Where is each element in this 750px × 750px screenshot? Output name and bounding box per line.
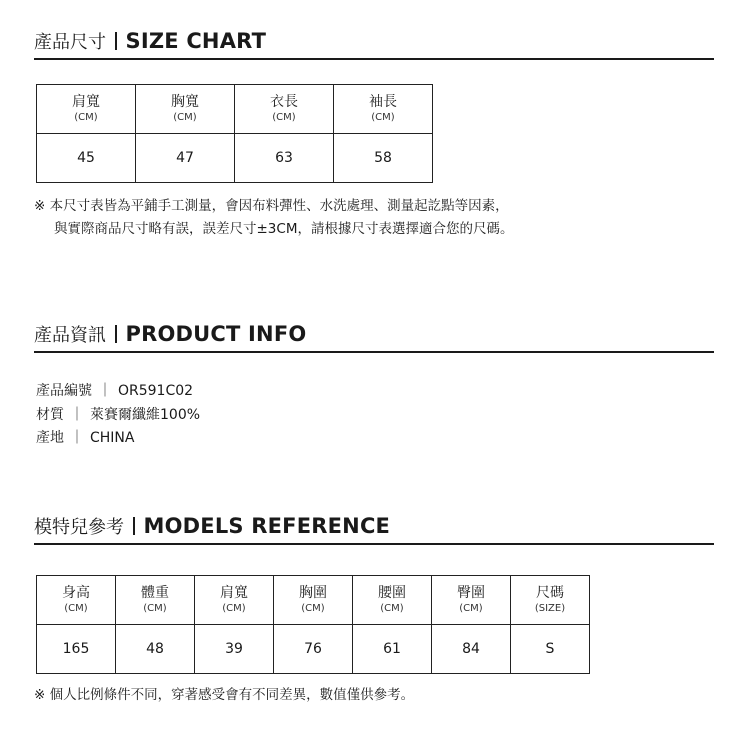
info-separator: ｜ [98,383,112,399]
header-cell: 腰圍 (CM) [353,576,432,625]
value-cell: 45 [37,134,136,183]
header-cell: 衣長 (CM) [235,85,334,134]
size-chart-title-en: SIZE CHART [125,29,267,53]
value-cell: 63 [235,134,334,183]
header-cell: 胸寬 (CM) [136,85,235,134]
table-header-row [37,576,590,625]
models-reference-heading [34,509,714,545]
value-cell: 48 [116,625,195,674]
value-cell: 61 [353,625,432,674]
title-divider [115,32,117,50]
models-reference-table [36,575,590,674]
value-cell: 165 [37,625,116,674]
info-value: 萊賽爾纖維100% [90,406,201,423]
note-line: ※ 個人比例條件不同，穿著感受會有不同差異，數值僅供參考。 [34,687,415,703]
info-separator: ｜ [70,430,84,446]
value-cell: 47 [136,134,235,183]
size-chart-note [34,195,513,241]
info-label: 產地 [36,430,64,446]
header-cell: 體重 (CM) [116,576,195,625]
title-divider [115,325,117,343]
value-cell: S [511,625,590,674]
value-cell: 76 [274,625,353,674]
note-line: ※ 本尺寸表皆為平鋪手工測量，會因布料彈性、水洗處理、測量起訖點等因素， [34,198,509,214]
info-row-product-code [36,380,200,404]
header-cell: 身高 (CM) [37,576,116,625]
info-label: 產品編號 [36,383,92,399]
table-row [37,134,433,183]
header-cell: 袖長 (CM) [334,85,433,134]
header-cell: 臀圍 (CM) [432,576,511,625]
product-info-title-en: PRODUCT INFO [125,322,307,346]
info-value: CHINA [90,430,135,446]
header-cell: 胸圍 (CM) [274,576,353,625]
table-row [37,625,590,674]
size-chart-table [36,84,433,183]
info-separator: ｜ [70,406,84,423]
size-chart-title-cn: 產品尺寸 [34,32,106,53]
value-cell: 39 [195,625,274,674]
product-info-title-cn: 產品資訊 [34,325,106,346]
models-reference-note [34,684,414,707]
product-info-list [36,380,200,451]
title-divider [133,517,135,535]
table-header-row [37,85,433,134]
models-reference-title-en: MODELS REFERENCE [143,514,391,538]
info-row-material [36,404,200,428]
info-row-origin [36,427,200,451]
info-label: 材質 [36,406,64,423]
header-cell: 肩寬 (CM) [195,576,274,625]
value-cell: 58 [334,134,433,183]
value-cell: 84 [432,625,511,674]
note-line: 與實際商品尺寸略有誤，誤差尺寸±3CM，請根據尺寸表選擇適合您的尺碼。 [54,221,514,237]
header-cell: 尺碼 (SIZE) [511,576,590,625]
header-cell: 肩寬 (CM) [37,85,136,134]
info-value: OR591C02 [118,383,194,399]
models-reference-title-cn: 模特兒參考 [34,517,124,538]
product-info-heading [34,317,714,353]
size-chart-heading [34,24,714,60]
